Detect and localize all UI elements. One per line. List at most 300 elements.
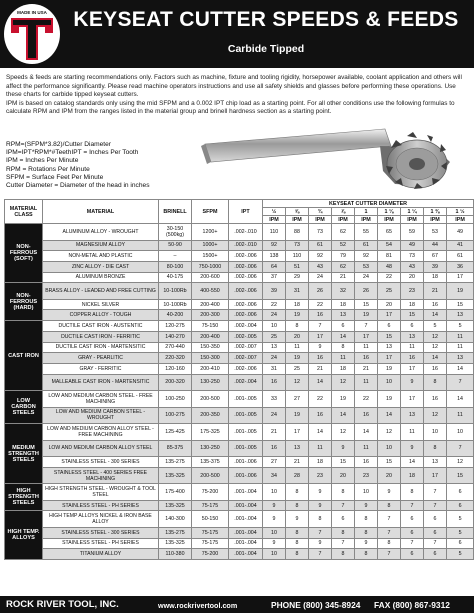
ipm-cell: 11 [447, 407, 474, 424]
ipt-cell: .002-.006 [229, 272, 263, 283]
footer-fax: FAX (800) 867-9312 [374, 600, 450, 610]
ipm-cell: 8 [355, 527, 378, 538]
table-row [5, 331, 474, 342]
ipm-cell: 8 [309, 511, 332, 528]
ipm-cell: 11 [309, 440, 332, 457]
ipm-cell: 14 [309, 374, 332, 391]
ipm-cell: 61 [447, 251, 474, 262]
ipm-cell: 6 [401, 527, 424, 538]
sfpm-cell: 50-150 [192, 511, 229, 528]
ipm-cell: 14 [332, 407, 355, 424]
ipm-cell: 13 [401, 331, 424, 342]
ipm-cell: 19 [447, 283, 474, 300]
material-cell: ZINC ALLOY - DIE CAST [43, 261, 159, 272]
material-cell: GRAY - PEARLITIC [43, 353, 159, 364]
table-row [5, 511, 474, 528]
brinell-cell: 50-90 [159, 240, 192, 251]
ipm-cell: 59 [401, 224, 424, 241]
ipm-cell: 24 [263, 407, 286, 424]
ipt-cell: .001-.006 [229, 457, 263, 468]
ipm-cell: 61 [309, 240, 332, 251]
material-cell: MALLEABLE CAST IRON - MARTENSITIC [43, 374, 159, 391]
ipm-cell: 52 [332, 240, 355, 251]
ipm-cell: 8 [378, 538, 401, 549]
ipm-cell: 7 [378, 511, 401, 528]
ipm-cell: 34 [263, 467, 286, 484]
material-cell: COPPER ALLOY - TOUGH [43, 310, 159, 321]
brinell-cell: – [159, 251, 192, 262]
ipm-cell: 36 [447, 261, 474, 272]
header-ipm: IPM [263, 216, 286, 224]
ipm-cell: 14 [424, 310, 447, 321]
ipm-cell: 6 [401, 321, 424, 332]
ipt-cell: .001-.005 [229, 407, 263, 424]
material-cell: HIGH STRENGTH STEEL - WROUGHT & TOOL STEEL [43, 484, 159, 501]
ipm-cell: 9 [401, 440, 424, 457]
sfpm-cell: 200-350 [192, 407, 229, 424]
ipm-cell: 92 [309, 251, 332, 262]
ipm-cell: 9 [263, 500, 286, 511]
ipm-cell: 9 [332, 440, 355, 457]
ipm-cell: 26 [309, 283, 332, 300]
brinell-cell: 135-325 [159, 500, 192, 511]
company-logo [4, 4, 60, 64]
ipm-cell: 54 [378, 240, 401, 251]
brinell-cell: 120-275 [159, 321, 192, 332]
material-class-cell: HIGH STRENGTH STEELS [5, 484, 43, 511]
ipm-cell: 11 [447, 342, 474, 353]
intro-paragraph-1: Speeds & feeds are starting recommendations only. Factors such as machine, fixture and tooling rigidity, horsepower available, coolant application and others will affect the performance significantly. Please read machine operators instructions and use all safety shields and glasses before performing these operations. Use these charts for carbide tipped keyseat cutters. [6, 74, 462, 99]
sfpm-cell: 130-250 [192, 440, 229, 457]
ipm-cell: 6 [401, 549, 424, 560]
sfpm-cell: 1500+ [192, 251, 229, 262]
ipm-cell: 7 [309, 527, 332, 538]
ipt-cell: .001-.006 [229, 467, 263, 484]
ipm-cell: 6 [424, 511, 447, 528]
ipm-cell: 31 [286, 283, 309, 300]
header-diameter: ⅝ [286, 208, 309, 216]
ipm-cell: 20 [332, 467, 355, 484]
brinell-cell: 135-275 [159, 527, 192, 538]
material-cell: LOW AND MEDIUM CARBON ALLOY STEEL - FREE MACHINING [43, 424, 159, 441]
ipm-cell: 15 [332, 457, 355, 468]
table-row [5, 457, 474, 468]
ipt-cell: .002-.004 [229, 374, 263, 391]
ipm-cell: 23 [355, 467, 378, 484]
ipm-cell: 61 [355, 240, 378, 251]
ipm-cell: 17 [424, 467, 447, 484]
header-material-class: MATERIAL CLASS [5, 200, 43, 224]
ipm-cell: 12 [424, 342, 447, 353]
ipm-cell: 7 [309, 549, 332, 560]
speeds-feeds-table [4, 199, 474, 560]
table-row [5, 342, 474, 353]
header-diameter: ⅞ [332, 208, 355, 216]
ipm-cell: 22 [263, 299, 286, 310]
ipm-cell: 13 [424, 457, 447, 468]
ipt-cell: .001-.004 [229, 549, 263, 560]
ipm-cell: 15 [401, 310, 424, 321]
ipm-cell: 20 [378, 467, 401, 484]
material-cell: STAINLESS STEEL - PH SERIES [43, 538, 159, 549]
ipm-cell: 26 [355, 283, 378, 300]
header-sfpm: SFPM [192, 200, 229, 224]
material-cell: STAINLESS STEEL - 300 SERIES [43, 527, 159, 538]
ipm-cell: 6 [424, 527, 447, 538]
header-ipm: IPM [332, 216, 355, 224]
brinell-cell: 135-325 [159, 467, 192, 484]
ipm-cell: 10 [424, 424, 447, 441]
ipt-cell: .002-.006 [229, 299, 263, 310]
material-cell: DUCTILE CAST IRON - AUSTENTIC [43, 321, 159, 332]
table-row [5, 310, 474, 321]
table-row [5, 299, 474, 310]
ipm-cell: 67 [424, 251, 447, 262]
ipm-cell: 19 [378, 391, 401, 408]
ipm-cell: 10 [263, 321, 286, 332]
material-cell: STAINLESS STEEL - 300 SERIES [43, 457, 159, 468]
ipm-cell: 43 [401, 261, 424, 272]
rock-river-t-icon [10, 16, 54, 62]
ipm-cell: 12 [424, 407, 447, 424]
brinell-cell: 10-100Rb [159, 299, 192, 310]
formula-line: Cutter Diameter = Diameter of the head in inches [6, 182, 150, 190]
ipm-cell: 17 [401, 391, 424, 408]
ipm-cell: 8 [286, 321, 309, 332]
table-row [5, 240, 474, 251]
ipm-cell: 9 [355, 538, 378, 549]
ipm-cell: 8 [286, 527, 309, 538]
material-class-cell: LOW CARBON STEELS [5, 391, 43, 424]
table-row [5, 261, 474, 272]
ipm-cell: 18 [401, 467, 424, 484]
ipm-cell: 25 [378, 283, 401, 300]
ipm-cell: 21 [424, 283, 447, 300]
table-row [5, 321, 474, 332]
ipm-cell: 13 [263, 342, 286, 353]
ipm-cell: 12 [332, 374, 355, 391]
sfpm-cell: 135-375 [192, 457, 229, 468]
ipm-cell: 110 [286, 251, 309, 262]
ipm-cell: 81 [378, 251, 401, 262]
ipm-cell: 39 [263, 283, 286, 300]
ipm-cell: 12 [447, 457, 474, 468]
material-cell: STAINLESS STEEL - 400 SERIES FREE MACHINING [43, 467, 159, 484]
ipm-cell: 5 [424, 321, 447, 332]
ipm-cell: 31 [263, 363, 286, 374]
table-row [5, 549, 474, 560]
ipm-cell: 12 [424, 331, 447, 342]
ipm-cell: 7 [401, 538, 424, 549]
ipm-cell: 19 [378, 363, 401, 374]
ipm-cell: 6 [447, 538, 474, 549]
ipm-cell: 88 [286, 224, 309, 241]
sfpm-cell: 175-325 [192, 424, 229, 441]
ipm-cell: 28 [286, 467, 309, 484]
brinell-cell: 80-100 [159, 261, 192, 272]
sfpm-cell: 150-300 [192, 353, 229, 364]
ipm-cell: 9 [309, 342, 332, 353]
formula-list [6, 141, 176, 190]
header-diameter: ¾ [309, 208, 332, 216]
sfpm-cell: 200-500 [192, 391, 229, 408]
ipm-cell: 9 [309, 484, 332, 501]
header-diameter: ½ [263, 208, 286, 216]
ipm-cell: 8 [355, 511, 378, 528]
header-brinell: BRINELL [159, 200, 192, 224]
material-class-cell: HIGH TEMP. ALLOYS [5, 511, 43, 560]
page-subtitle: Carbide Tipped [227, 43, 305, 55]
ipm-cell: 6 [447, 484, 474, 501]
brinell-cell: 40-175 [159, 272, 192, 283]
ipt-cell: .002-.010 [229, 224, 263, 241]
ipm-cell: 5 [447, 549, 474, 560]
ipm-cell: 53 [355, 261, 378, 272]
sfpm-cell: 75-175 [192, 538, 229, 549]
ipm-cell: 92 [355, 251, 378, 262]
ipm-cell: 9 [263, 511, 286, 528]
brinell-cell: 140-270 [159, 331, 192, 342]
ipt-cell: .002-.004 [229, 321, 263, 332]
ipm-cell: 7 [355, 321, 378, 332]
footer-company: ROCK RIVER TOOL, INC. [6, 599, 119, 610]
table-row [5, 251, 474, 262]
table-row [5, 500, 474, 511]
sfpm-cell: 75-175 [192, 527, 229, 538]
ipm-cell: 8 [332, 527, 355, 538]
ipm-cell: 17 [355, 331, 378, 342]
page-title: KEYSEAT CUTTER SPEEDS & FEEDS [73, 8, 459, 31]
ipm-cell: 9 [355, 500, 378, 511]
ipm-cell: 62 [332, 224, 355, 241]
material-class-cell: NON-FERROUS (SOFT) [5, 224, 43, 283]
ipt-cell: .002-.006 [229, 310, 263, 321]
ipm-cell: 20 [378, 299, 401, 310]
ipm-cell: 7 [332, 538, 355, 549]
ipm-cell: 16 [355, 353, 378, 364]
ipm-cell: 13 [401, 407, 424, 424]
ipm-cell: 49 [401, 240, 424, 251]
ipm-cell: 64 [263, 261, 286, 272]
ipm-cell: 14 [309, 424, 332, 441]
ipm-cell: 6 [401, 511, 424, 528]
ipm-cell: 21 [355, 363, 378, 374]
table-body [5, 224, 474, 560]
sfpm-cell: 200-410 [192, 363, 229, 374]
material-cell: ALUMINUM BRONZE [43, 272, 159, 283]
ipm-cell: 6 [378, 321, 401, 332]
header-diameter: 1 ⅜ [424, 208, 447, 216]
ipm-cell: 73 [401, 251, 424, 262]
ipm-cell: 14 [355, 424, 378, 441]
ipm-cell: 6 [332, 321, 355, 332]
ipt-cell: .002-.010 [229, 240, 263, 251]
ipm-cell: 8 [355, 549, 378, 560]
ipm-cell: 7 [378, 549, 401, 560]
header-ipm: IPM [401, 216, 424, 224]
material-cell: ALUMINUM ALLOY - WROUGHT [43, 224, 159, 241]
header-ipm: IPM [355, 216, 378, 224]
ipm-cell: 15 [378, 457, 401, 468]
header-material: MATERIAL [43, 200, 159, 224]
ipm-cell: 18 [332, 299, 355, 310]
header-diameter: 1 ⅛ [378, 208, 401, 216]
ipm-cell: 138 [263, 251, 286, 262]
brinell-cell: 85-375 [159, 440, 192, 457]
ipm-cell: 14 [332, 331, 355, 342]
table-row [5, 440, 474, 457]
intro-text [6, 74, 468, 117]
brinell-cell: 110-380 [159, 549, 192, 560]
header-ipm: IPM [447, 216, 474, 224]
ipm-cell: 17 [286, 424, 309, 441]
ipm-cell: 24 [263, 353, 286, 364]
sfpm-cell: 750-1000 [192, 261, 229, 272]
ipm-cell: 41 [447, 240, 474, 251]
ipt-cell: .002-.006 [229, 283, 263, 300]
footer-phone: PHONE (800) 345-8924 [271, 600, 361, 610]
ipm-cell: 16 [424, 391, 447, 408]
sfpm-cell: 1000+ [192, 240, 229, 251]
header-ipm: IPM [309, 216, 332, 224]
table-row [5, 363, 474, 374]
ipt-cell: .001-.004 [229, 538, 263, 549]
brinell-cell: 220-320 [159, 353, 192, 364]
ipm-cell: 19 [286, 407, 309, 424]
ipm-cell: 21 [332, 272, 355, 283]
ipm-cell: 11 [447, 331, 474, 342]
ipm-cell: 14 [447, 391, 474, 408]
formula-line: RPM = Rotations Per Minute [6, 165, 90, 173]
ipt-cell: .001-.004 [229, 484, 263, 501]
ipt-cell: .001-.005 [229, 424, 263, 441]
ipm-cell: 7 [424, 500, 447, 511]
ipm-cell: 23 [309, 467, 332, 484]
header-diameter: 1 [355, 208, 378, 216]
ipm-cell: 10 [447, 424, 474, 441]
brinell-cell: 30-150 (500kg) [159, 224, 192, 241]
ipm-cell: 25 [263, 331, 286, 342]
ipm-cell: 8 [378, 500, 401, 511]
ipm-cell: 7 [424, 484, 447, 501]
ipm-cell: 14 [378, 407, 401, 424]
ipm-cell: 13 [447, 310, 474, 321]
made-in-usa-label: MADE IN USA [17, 10, 47, 15]
ipm-cell: 14 [424, 353, 447, 364]
header-diameter: 1 ¼ [401, 208, 424, 216]
ipm-cell: 5 [447, 527, 474, 538]
ipm-cell: 5 [447, 321, 474, 332]
brinell-cell: 40-200 [159, 310, 192, 321]
ipm-cell: 51 [286, 261, 309, 272]
sfpm-cell: 75-175 [192, 500, 229, 511]
ipt-cell: .001-.005 [229, 440, 263, 457]
ipm-cell: 33 [263, 391, 286, 408]
material-class-cell: MEDIUM STRENGTH STEELS [5, 424, 43, 484]
header-cutter-diameter: KEYSEAT CUTTER DIAMETER [263, 200, 474, 208]
ipm-cell: 22 [309, 391, 332, 408]
ipm-cell: 16 [309, 353, 332, 364]
header-ipm: IPM [424, 216, 447, 224]
ipm-cell: 8 [424, 440, 447, 457]
ipm-cell: 19 [355, 310, 378, 321]
brinell-cell: 200-320 [159, 374, 192, 391]
material-cell: TITANIUM ALLOY [43, 549, 159, 560]
material-cell: NICKEL SILVER [43, 299, 159, 310]
ipm-cell: 8 [332, 342, 355, 353]
header-ipm: IPM [286, 216, 309, 224]
formula-line: RPM=(SFPM*3.82)/Cutter Diameter [6, 141, 111, 148]
ipm-cell: 13 [332, 310, 355, 321]
ipm-cell: 13 [378, 342, 401, 353]
formula-line: SFPM = Surface Feet Per Minute [6, 173, 104, 181]
material-cell: STAINLESS STEEL - PH SERIES [43, 500, 159, 511]
header-ipt: IPT [229, 200, 263, 224]
ipt-cell: .002-.005 [229, 331, 263, 342]
ipm-cell: 27 [286, 391, 309, 408]
ipm-cell: 18 [286, 299, 309, 310]
header-diameter: 1 ½ [447, 208, 474, 216]
ipm-cell: 7 [309, 321, 332, 332]
ipm-cell: 7 [424, 538, 447, 549]
ipm-cell: 44 [424, 240, 447, 251]
sfpm-cell: 75-200 [192, 549, 229, 560]
ipm-cell: 55 [355, 224, 378, 241]
material-cell: LOW AND MEDIUM CARBON ALLOY STEEL [43, 440, 159, 457]
ipm-cell: 18 [401, 299, 424, 310]
ipm-cell: 11 [401, 424, 424, 441]
keyseat-cutter-image [195, 126, 465, 198]
ipm-cell: 12 [378, 424, 401, 441]
material-cell: LOW AND MEDIUM CARBON STEEL - WROUGHT [43, 407, 159, 424]
table-row [5, 407, 474, 424]
ipm-cell: 10 [355, 484, 378, 501]
ipm-cell: 16 [309, 310, 332, 321]
ipm-cell: 73 [286, 240, 309, 251]
ipm-cell: 27 [263, 457, 286, 468]
brinell-cell: 120-160 [159, 363, 192, 374]
sfpm-cell: 200-400 [192, 299, 229, 310]
ipm-cell: 8 [424, 374, 447, 391]
ipm-cell: 6 [424, 549, 447, 560]
material-cell: DUCTILE CAST IRON - MARTENSITIC [43, 342, 159, 353]
ipm-cell: 22 [309, 299, 332, 310]
ipm-cell: 32 [332, 283, 355, 300]
ipm-cell: 18 [309, 457, 332, 468]
table-row [5, 484, 474, 501]
ipm-cell: 9 [286, 511, 309, 528]
brinell-cell: 270-440 [159, 342, 192, 353]
sfpm-cell: 200-300 [192, 310, 229, 321]
ipm-cell: 16 [355, 407, 378, 424]
material-class-cell: CAST IRON [5, 321, 43, 391]
ipm-cell: 11 [355, 342, 378, 353]
ipm-cell: 9 [309, 538, 332, 549]
ipm-cell: 10 [263, 527, 286, 538]
footer-website-link[interactable]: www.rockrivertool.com [158, 601, 238, 610]
brinell-cell: 135-275 [159, 457, 192, 468]
intro-paragraph-2: IPM is based on catalog standards only using the mid SFPM and a 0.002 IPT chip load as a starting point. For all other conditions use the following formulas to calculate RPM and IPM from the ranges listed in the material group and brinell hardness section as a starting point. [6, 99, 455, 116]
ipm-cell: 16 [355, 457, 378, 468]
ipt-cell: .001-.005 [229, 391, 263, 408]
sfpm-cell: 150-350 [192, 342, 229, 353]
ipm-cell: 16 [263, 374, 286, 391]
ipt-cell: .002-.006 [229, 251, 263, 262]
ipm-cell: 16 [263, 440, 286, 457]
ipm-cell: 11 [355, 440, 378, 457]
table-row [5, 467, 474, 484]
brinell-cell: 125-425 [159, 424, 192, 441]
